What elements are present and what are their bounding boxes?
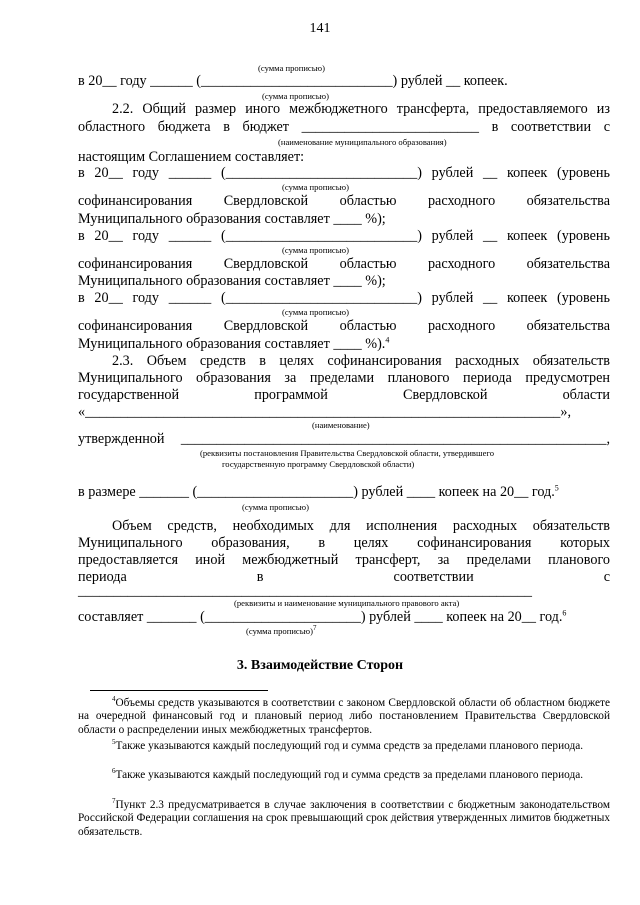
caption-sum-in-words: (сумма прописью)	[282, 245, 349, 255]
caption-sum-in-words: (сумма прописью)	[242, 502, 309, 512]
caption-resolution-details-2: государственную программу Свердловской области)	[222, 459, 415, 469]
caption-sum-in-words-with-footnote	[246, 626, 316, 636]
volume-paragraph-line: предоставляется иной межбюджетный трансферт, за пределами планового	[78, 552, 610, 568]
footnote-5-text: Также указываются каждый последующий год и сумма средств за пределами планового периода.	[115, 740, 584, 752]
year-line-text: Муниципального образования составляет ____ %).	[78, 336, 386, 352]
paragraph-2-3-line: 2.3. Объем средств в целях софинансирования расходных обязательств	[112, 353, 610, 369]
caption-text: (сумма прописью)	[246, 626, 313, 636]
caption-legal-act-details: (реквизиты и наименование муниципального правового акта)	[234, 598, 460, 608]
year-line: в 20__ году ______ (___________________________) рублей __ копеек (уровень	[78, 165, 610, 181]
footnote-6-text: Также указываются каждый последующий год и сумма средств за пределами планового периода.	[115, 769, 584, 781]
paragraph-2-3-line: «___________________________________________________________________»,	[78, 404, 572, 420]
body-line: в 20__ году ______ (___________________________) рублей __ копеек.	[78, 73, 508, 89]
footnote-mark-7: 7	[112, 797, 116, 806]
year-line-with-footnote	[78, 336, 610, 352]
caption-name: (наименование)	[312, 420, 370, 430]
year-line: софинансирования Свердловской областью расходного обязательства	[78, 256, 610, 272]
caption-resolution-details: (реквизиты постановления Правительства Свердловской области, утвердившего	[200, 448, 494, 458]
paragraph-2-3-text: в размере _______ (______________________) рублей ____ копеек на 20__ год.	[78, 484, 555, 500]
paragraph-2-2-line: областного бюджета в бюджет _________________________ в соответствии с	[78, 119, 610, 135]
footnote-7	[78, 799, 610, 839]
footnote-ref-7: 7	[312, 624, 317, 633]
page-number: 141	[309, 21, 331, 36]
volume-paragraph-line-with-footnote	[78, 609, 610, 625]
caption-sum-in-words: (сумма прописью)	[282, 182, 349, 192]
paragraph-2-3-line-with-footnote	[78, 484, 610, 500]
year-line: Муниципального образования составляет ____ %);	[78, 211, 386, 227]
year-line: софинансирования Свердловской областью расходного обязательства	[78, 318, 610, 334]
footnote-ref-6: 6	[562, 608, 567, 618]
year-line: софинансирования Свердловской областью расходного обязательства	[78, 193, 610, 209]
footnote-7-text: Пункт 2.3 предусматривается в случае заключения в соответствии с бюджетным законодательством Российской Федерации соглашения на срок превышающий срок действия утвержденных лимитов бюджетных обязательств.	[78, 799, 610, 838]
footnote-4-text: Объемы средств указываются в соответствии с законом Свердловской области об областном бюджете на очередной финансовый год и плановый период либо постановлением Правительства Свердловской области о распределении иных межбюджетных трансфертов.	[78, 697, 610, 736]
footnote-5	[78, 740, 610, 753]
section-title: 3. Взаимодействие Сторон	[236, 658, 404, 673]
footnote-6	[78, 769, 610, 782]
caption-sum-in-words: (сумма прописью)	[282, 307, 349, 317]
paragraph-2-3-line: утвержденной ____________________________________________________________,	[78, 431, 610, 447]
volume-paragraph-line: периода в соответствии с	[78, 569, 610, 585]
caption-sum-in-words: (сумма прописью)	[262, 91, 329, 101]
volume-paragraph-line: Муниципального образования, в целях софинансирования которых	[78, 535, 610, 551]
footnote-mark-5: 5	[112, 738, 116, 747]
volume-paragraph-text: составляет _______ (______________________) рублей ____ копеек на 20__ год.	[78, 609, 563, 625]
year-line: в 20__ году ______ (___________________________) рублей __ копеек (уровень	[78, 228, 610, 244]
volume-paragraph-line: Объем средств, необходимых для исполнения расходных обязательств	[112, 518, 610, 534]
paragraph-2-2-line: 2.2. Общий размер иного межбюджетного трансферта, предоставляемого из	[112, 101, 610, 117]
paragraph-2-3-line: государственной программой Свердловской области	[78, 387, 610, 403]
year-line: Муниципального образования составляет ____ %);	[78, 273, 386, 289]
footnote-mark-4: 4	[112, 695, 116, 704]
footnote-ref-5: 5	[554, 483, 559, 493]
paragraph-2-2-line: настоящим Соглашением составляет:	[78, 149, 305, 165]
footnote-divider	[90, 690, 268, 691]
footnote-4	[78, 697, 610, 737]
year-line: в 20__ году ______ (___________________________) рублей __ копеек (уровень	[78, 290, 610, 306]
paragraph-2-3-line: Муниципального образования за пределами планового периода предусмотрен	[78, 370, 610, 386]
volume-paragraph-line: ________________________________________________________________	[78, 583, 532, 599]
caption-sum-in-words: (сумма прописью)	[258, 63, 325, 73]
footnote-ref-4: 4	[385, 335, 390, 345]
footnote-mark-6: 6	[112, 767, 116, 776]
caption-municipality-name: (наименование муниципального образования)	[278, 137, 447, 147]
